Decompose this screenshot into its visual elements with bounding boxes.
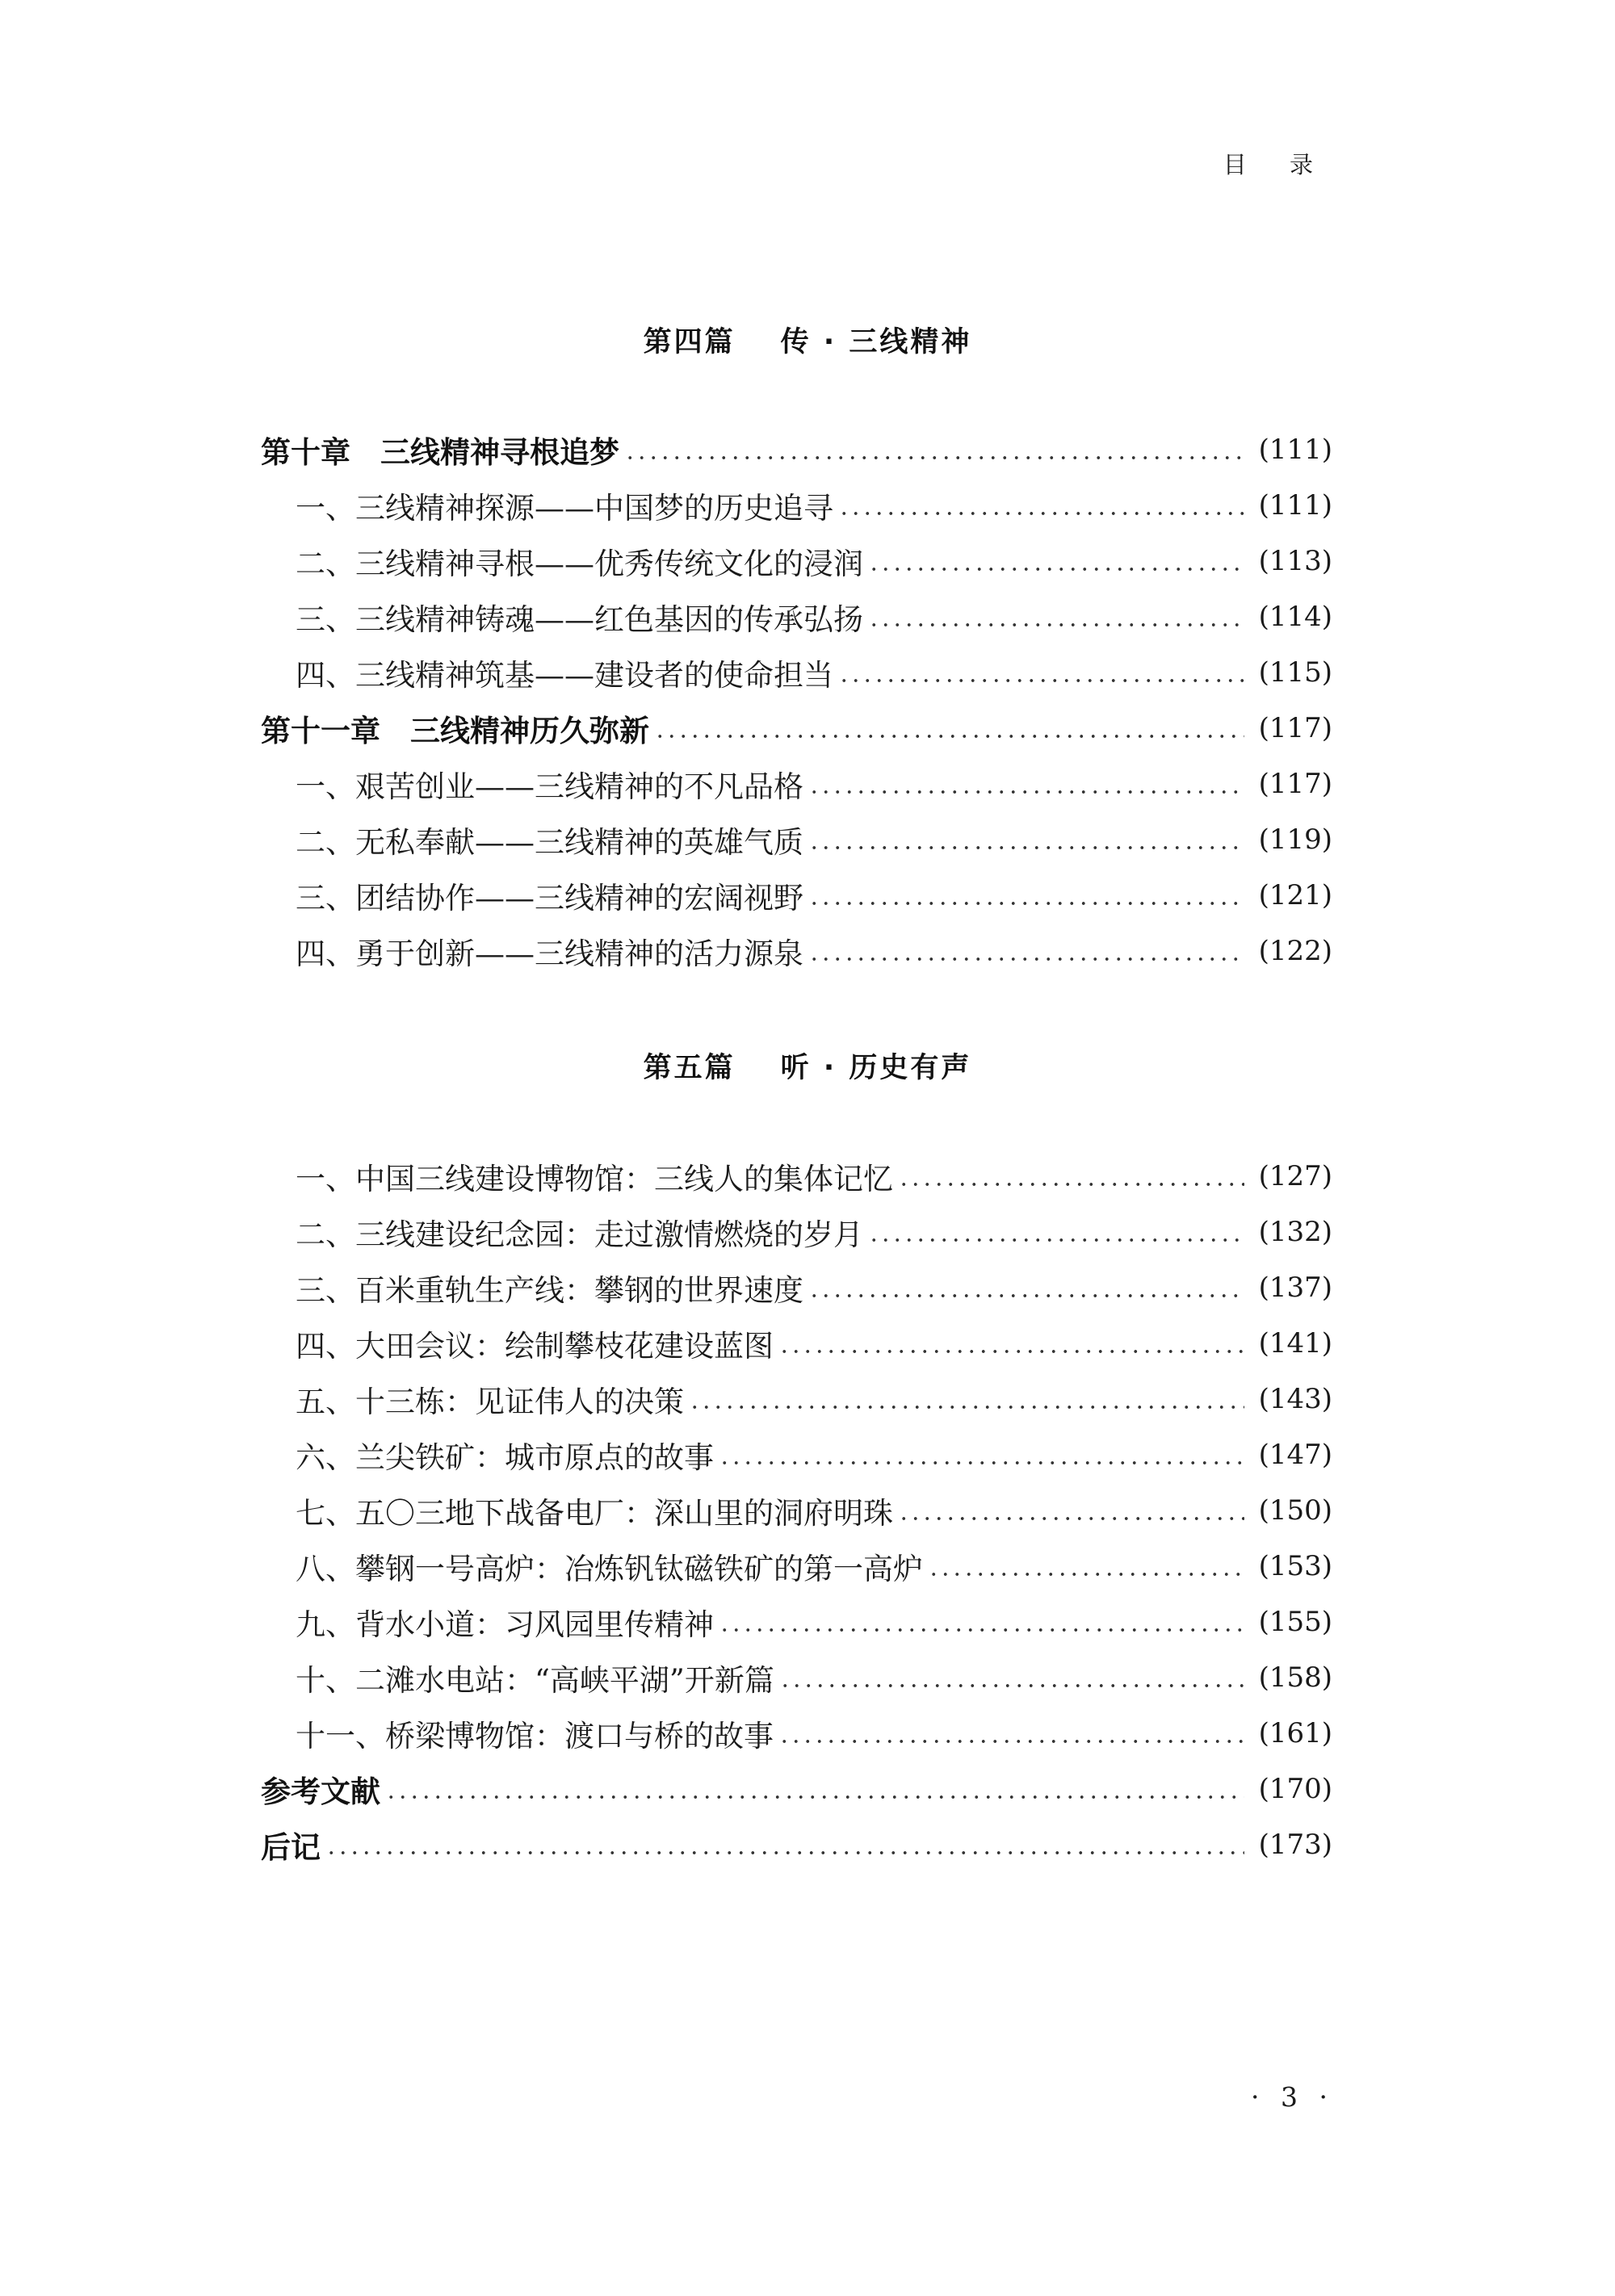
toc-entry[interactable] <box>296 928 1332 974</box>
toc-entry-page: (117) <box>1258 712 1332 744</box>
dot-leader <box>779 1683 1244 1688</box>
running-head: 目 录 <box>1223 151 1331 178</box>
toc-entry-page: (147) <box>1258 1439 1332 1471</box>
toc-entry[interactable] <box>296 1209 1332 1255</box>
toc-entry-title: 一、中国三线建设博物馆：三线人的集体记忆 <box>296 1162 893 1196</box>
dot-leader <box>898 1516 1244 1521</box>
toc-entry-page: (121) <box>1258 879 1332 911</box>
toc-entry-title: 一、三线精神探源——中国梦的历史追寻 <box>296 491 833 526</box>
part-title-5 <box>0 1045 1615 1086</box>
dot-leader <box>654 734 1244 739</box>
toc-entry-page: (155) <box>1258 1606 1332 1638</box>
toc-entry-title: 三、三线精神铸魂——红色基因的传承弘扬 <box>296 602 863 637</box>
toc-entry-title: 四、勇于创新——三线精神的活力源泉 <box>296 936 803 971</box>
toc-entry[interactable] <box>296 483 1332 528</box>
toc-entry[interactable] <box>296 1599 1332 1644</box>
toc-entry-page: (150) <box>1258 1494 1332 1527</box>
dot-leader <box>624 455 1244 460</box>
toc-entry-page: (111) <box>1258 489 1332 522</box>
toc-entry-page: (161) <box>1258 1717 1332 1749</box>
toc-entry-title: 八、攀钢一号高炉：冶炼钒钛磁铁矿的第一高炉 <box>296 1552 923 1586</box>
toc-entry[interactable] <box>296 1655 1332 1700</box>
dot-leader <box>778 1349 1244 1354</box>
toc-entry-title: 一、艰苦创业——三线精神的不凡品格 <box>296 769 803 804</box>
dot-leader <box>719 1628 1244 1632</box>
toc-entry-title: 四、大田会议：绘制攀枝花建设蓝图 <box>296 1329 774 1364</box>
dot-leader <box>808 790 1244 794</box>
toc-entry-title: 第十一章 三线精神历久弥新 <box>261 714 649 748</box>
toc-entry-title: 十一、桥梁博物馆：渡口与桥的故事 <box>296 1719 774 1753</box>
dot-leader <box>808 1293 1244 1298</box>
toc-entry[interactable] <box>296 817 1332 862</box>
toc-entry-page: (141) <box>1258 1327 1332 1360</box>
toc-entry-page: (122) <box>1258 935 1332 967</box>
toc-entry[interactable] <box>296 1265 1332 1310</box>
toc-entry-page: (170) <box>1258 1773 1332 1805</box>
toc-entry-afterword[interactable] <box>261 1822 1332 1867</box>
toc-entry[interactable] <box>296 873 1332 918</box>
toc-entry-references[interactable] <box>261 1766 1332 1812</box>
dot-leader <box>808 957 1244 962</box>
toc-entry-title: 后记 <box>261 1830 321 1865</box>
dot-leader <box>689 1405 1244 1410</box>
toc-entry[interactable] <box>296 1376 1332 1422</box>
toc-entry-title: 参考文献 <box>261 1774 380 1809</box>
toc-entry-page: (111) <box>1258 434 1332 466</box>
toc-entry[interactable] <box>296 1154 1332 1199</box>
toc-entry-page: (117) <box>1258 768 1332 800</box>
dot-leader <box>385 1795 1244 1800</box>
dot-leader <box>719 1460 1244 1465</box>
toc-entry[interactable] <box>296 650 1332 695</box>
toc-entry-title: 二、三线建设纪念园：走过激情燃烧的岁月 <box>296 1217 863 1252</box>
part-title-4 <box>0 320 1615 360</box>
toc-entry[interactable] <box>296 594 1332 639</box>
dot-leader <box>778 1739 1244 1744</box>
toc-entry-page: (143) <box>1258 1383 1332 1415</box>
toc-entry-page: (173) <box>1258 1829 1332 1861</box>
toc-entry-chapter-11[interactable] <box>261 706 1332 751</box>
toc-entry-page: (137) <box>1258 1272 1332 1304</box>
part-name: 传 · 三线精神 <box>780 326 972 358</box>
toc-entry[interactable] <box>296 761 1332 807</box>
page-number: · 3 · <box>1251 2081 1334 2113</box>
dot-leader <box>868 622 1244 627</box>
toc-entry-page: (119) <box>1258 823 1332 856</box>
toc-entry-page: (115) <box>1258 656 1332 689</box>
toc-entry-page: (127) <box>1258 1160 1332 1192</box>
dot-leader <box>898 1182 1244 1187</box>
dot-leader <box>868 1238 1244 1242</box>
toc-entry-chapter-10[interactable] <box>261 427 1332 472</box>
part-label: 第五篇 <box>643 1052 736 1084</box>
toc-entry-title: 九、背水小道：习风园里传精神 <box>296 1607 714 1642</box>
toc-entry-title: 七、五〇三地下战备电厂：深山里的洞府明珠 <box>296 1496 893 1531</box>
dot-leader <box>838 678 1244 683</box>
toc-entry-page: (114) <box>1258 601 1332 633</box>
toc-entry-title: 三、团结协作——三线精神的宏阔视野 <box>296 881 803 915</box>
dot-leader <box>325 1850 1244 1855</box>
toc-entry[interactable] <box>296 1544 1332 1589</box>
toc-entry-title: 第十章 三线精神寻根追梦 <box>261 435 619 470</box>
toc-entry[interactable] <box>296 538 1332 584</box>
dot-leader <box>838 511 1244 516</box>
toc-entry[interactable] <box>296 1711 1332 1756</box>
toc-entry-title: 二、三线精神寻根——优秀传统文化的浸润 <box>296 547 863 581</box>
toc-entry-title: 五、十三栋：见证伟人的决策 <box>296 1385 684 1419</box>
toc-entry[interactable] <box>296 1321 1332 1366</box>
toc-entry-page: (113) <box>1258 545 1332 577</box>
dot-leader <box>868 567 1244 572</box>
part-name: 听 · 历史有声 <box>780 1052 972 1084</box>
toc-entry-title: 六、兰尖铁矿：城市原点的故事 <box>296 1440 714 1475</box>
toc-entry-title: 四、三线精神筑基——建设者的使命担当 <box>296 658 833 693</box>
toc-entry[interactable] <box>296 1432 1332 1477</box>
toc-entry-page: (132) <box>1258 1216 1332 1248</box>
toc-entry-title: 十、二滩水电站：“高峡平湖”开新篇 <box>296 1663 774 1698</box>
part-label: 第四篇 <box>643 326 736 358</box>
toc-entry-title: 三、百米重轨生产线：攀钢的世界速度 <box>296 1273 803 1308</box>
toc-entry-page: (153) <box>1258 1550 1332 1582</box>
dot-leader <box>808 845 1244 850</box>
toc-entry-title: 二、无私奉献——三线精神的英雄气质 <box>296 825 803 860</box>
dot-leader <box>928 1572 1244 1577</box>
toc-entry-page: (158) <box>1258 1661 1332 1694</box>
dot-leader <box>808 901 1244 906</box>
toc-entry[interactable] <box>296 1488 1332 1533</box>
